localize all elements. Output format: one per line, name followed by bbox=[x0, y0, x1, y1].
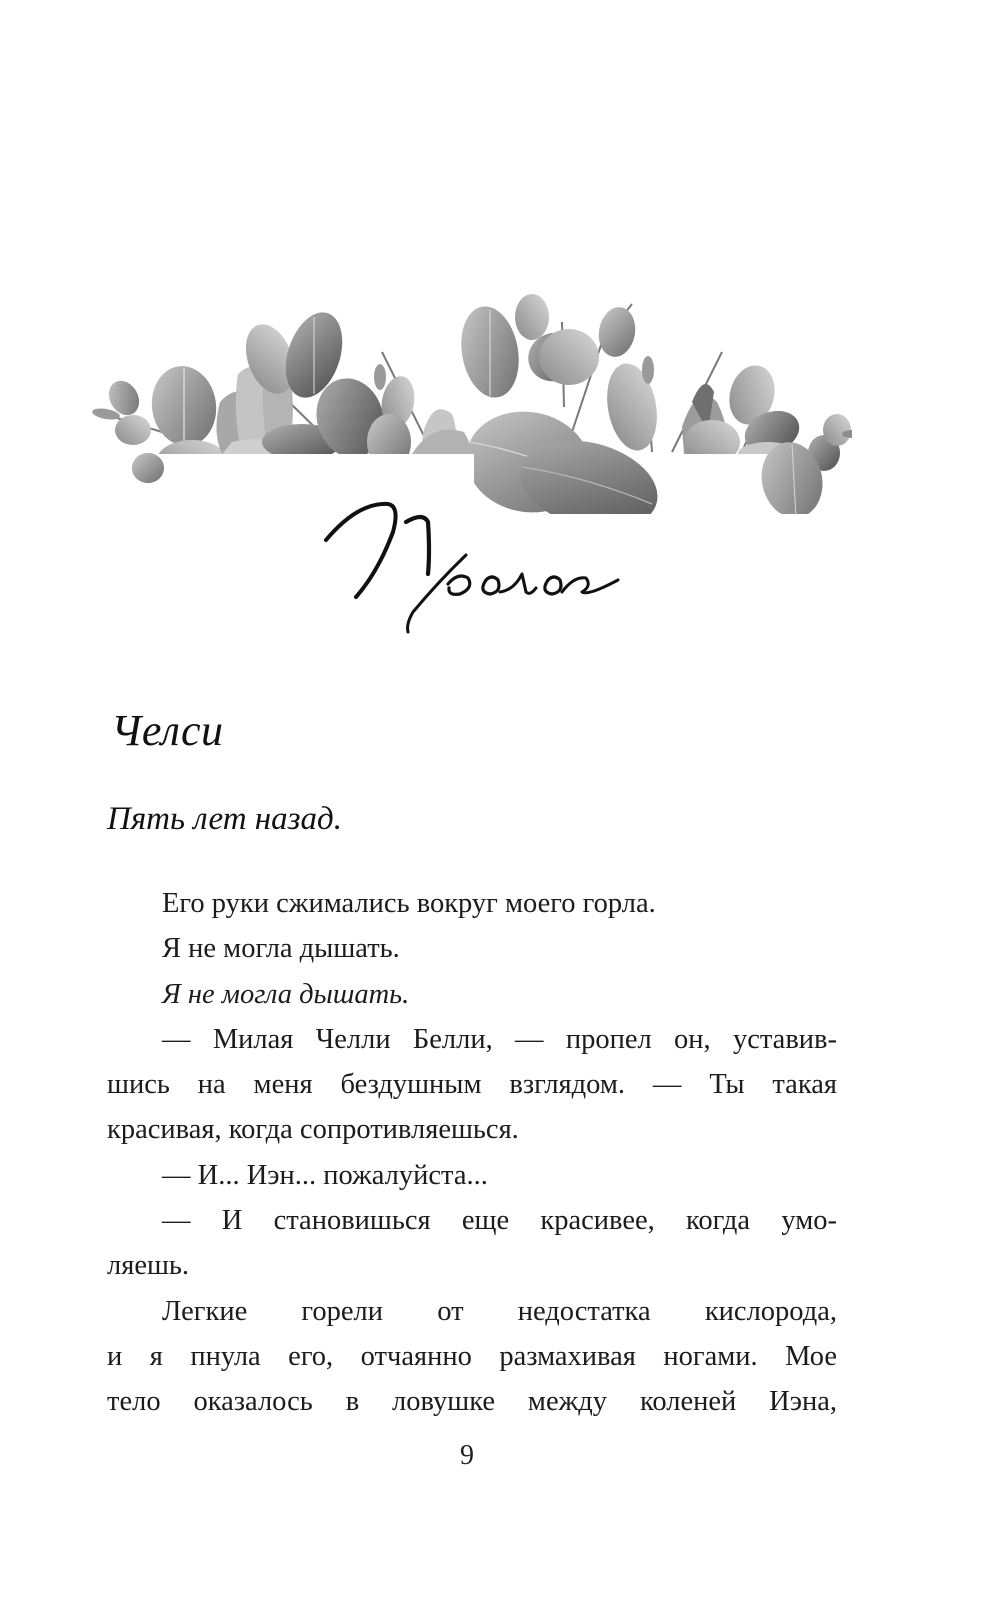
body-line: шись на меня бездушным взглядом. — Ты такая bbox=[107, 1069, 837, 1101]
body-line: — И... Иэн... пожалуйста... bbox=[162, 1159, 488, 1191]
body-line: и я пнула его, отчаянно размахивая ногами. Мое bbox=[107, 1340, 837, 1372]
pov-character-heading: Челси bbox=[111, 706, 224, 755]
eucalyptus-ornament-icon bbox=[92, 282, 852, 514]
chapter-title-script-glyphs bbox=[318, 492, 628, 642]
body-text bbox=[107, 881, 837, 1425]
body-line: — И становишься еще красивее, когда умо- bbox=[162, 1205, 837, 1237]
page-number-label: 9 bbox=[460, 1440, 474, 1471]
page-number bbox=[0, 1436, 1000, 1476]
chapter-title bbox=[318, 492, 628, 642]
body-line: красивая, когда сопротивляешься. bbox=[107, 1114, 519, 1146]
body-line: тело оказалось в ловушке между коленей Иэна, bbox=[107, 1386, 837, 1418]
body-line-italic: Я не могла дышать. bbox=[162, 978, 410, 1010]
body-line: — Милая Челли Белли, — пропел он, уставив- bbox=[162, 1023, 837, 1055]
body-line: Легкие горели от недостатка кислорода, bbox=[162, 1295, 837, 1327]
body-line: ляешь. bbox=[107, 1250, 190, 1282]
body-line: Его руки сжимались вокруг моего горла. bbox=[162, 888, 656, 919]
time-marker: Пять лет назад. bbox=[107, 801, 342, 837]
body-line: Я не могла дышать. bbox=[162, 933, 400, 965]
